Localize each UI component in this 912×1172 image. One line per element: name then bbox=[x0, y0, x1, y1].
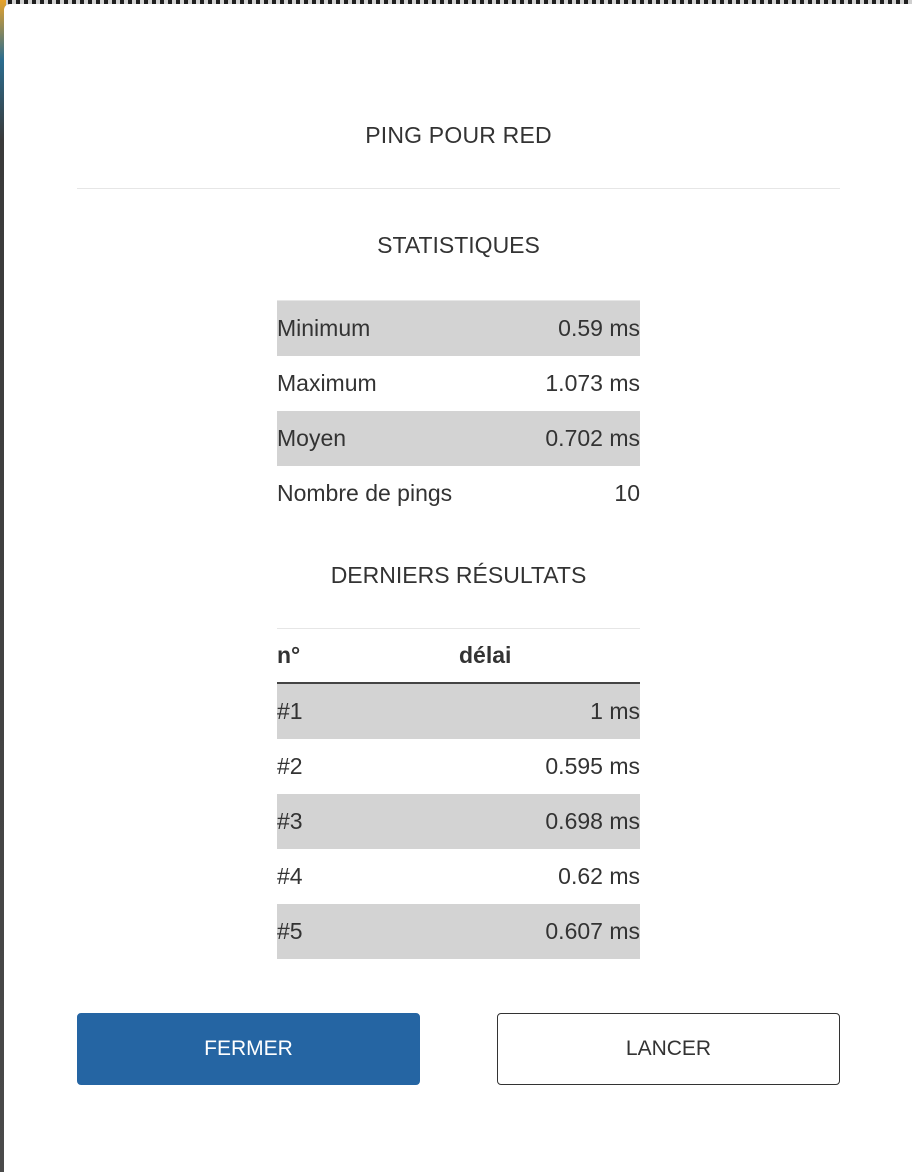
stat-row-ping-count bbox=[277, 466, 640, 521]
result-delay: 0.62 ms bbox=[558, 863, 640, 889]
results-title: DERNIERS RÉSULTATS bbox=[330, 562, 587, 588]
table-row bbox=[277, 904, 640, 959]
stat-label: Nombre de pings bbox=[277, 480, 453, 506]
header-number: n° bbox=[277, 642, 301, 668]
stat-value: 0.702 ms bbox=[545, 425, 640, 451]
stat-label: Maximum bbox=[277, 370, 377, 396]
ping-modal bbox=[4, 4, 912, 1172]
result-number: #1 bbox=[277, 698, 303, 724]
table-row bbox=[277, 684, 640, 739]
result-delay: 1 ms bbox=[590, 698, 640, 724]
results-table bbox=[277, 628, 640, 959]
result-delay: 0.698 ms bbox=[545, 808, 640, 834]
stat-label: Moyen bbox=[277, 425, 347, 451]
stat-row-average bbox=[277, 411, 640, 466]
stat-label: Minimum bbox=[277, 315, 371, 341]
stat-row-minimum bbox=[277, 300, 640, 356]
stat-value: 1.073 ms bbox=[545, 370, 640, 396]
statistics-title: STATISTIQUES bbox=[377, 232, 540, 258]
result-number: #5 bbox=[277, 918, 303, 944]
header-delay: délai bbox=[459, 642, 512, 668]
stat-value: 0.59 ms bbox=[558, 315, 640, 341]
table-row bbox=[277, 849, 640, 904]
result-delay: 0.595 ms bbox=[545, 753, 640, 779]
launch-button[interactable]: LANCER bbox=[497, 1013, 840, 1085]
result-delay: 0.607 ms bbox=[545, 918, 640, 944]
close-button[interactable]: FERMER bbox=[77, 1013, 420, 1085]
title-divider bbox=[77, 188, 840, 189]
table-row bbox=[277, 794, 640, 849]
modal-title: PING POUR RED bbox=[365, 122, 552, 148]
statistics-table bbox=[277, 300, 640, 521]
stat-row-maximum bbox=[277, 356, 640, 411]
result-number: #3 bbox=[277, 808, 303, 834]
result-number: #2 bbox=[277, 753, 303, 779]
stat-value: 10 bbox=[614, 480, 640, 506]
results-header-row bbox=[277, 629, 640, 684]
result-number: #4 bbox=[277, 863, 303, 889]
table-row bbox=[277, 739, 640, 794]
